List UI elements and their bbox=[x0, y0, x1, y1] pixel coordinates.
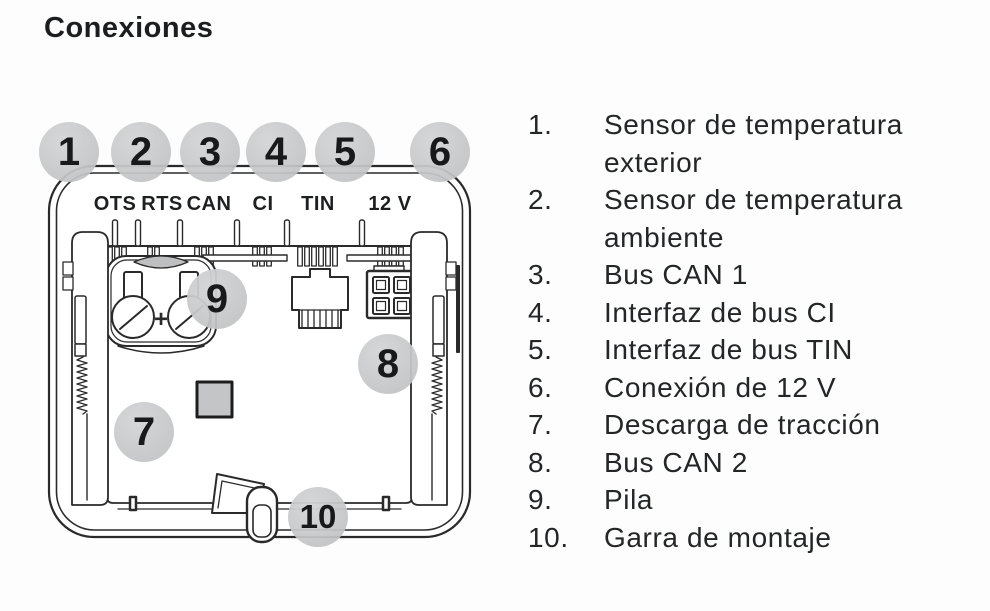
legend-number: 4. bbox=[528, 296, 553, 328]
legend-number: 7. bbox=[528, 409, 553, 440]
tin-port bbox=[292, 269, 348, 328]
legend-label: Sensor de temperatura exterior bbox=[604, 109, 903, 178]
legend-item-6 bbox=[528, 369, 958, 407]
battery-plus-sign: + bbox=[153, 306, 169, 333]
callout-4: 4 bbox=[246, 122, 306, 182]
legend bbox=[528, 106, 958, 556]
callout-9: 9 bbox=[187, 269, 247, 329]
legend-label: Pila bbox=[604, 484, 654, 515]
callout-5: 5 bbox=[315, 122, 375, 182]
terminal-label-rts: RTS bbox=[141, 193, 183, 215]
legend-label: Bus CAN 1 bbox=[604, 259, 748, 290]
legend-label: Interfaz de bus CI bbox=[604, 296, 836, 328]
page-title: Conexiones bbox=[44, 12, 214, 44]
legend-item-2 bbox=[528, 181, 958, 256]
can2-connector bbox=[367, 266, 413, 318]
legend-number: 5. bbox=[528, 334, 553, 365]
legend-label: Sensor de temperatura ambiente bbox=[604, 184, 903, 253]
legend-item-4 bbox=[528, 294, 958, 332]
component-square bbox=[197, 382, 232, 417]
legend-label: Interfaz de bus TIN bbox=[604, 334, 854, 365]
terminal-label-ci: CI bbox=[252, 193, 274, 215]
legend-number: 10. bbox=[528, 521, 569, 553]
legend-item-7 bbox=[528, 406, 958, 444]
callout-1: 1 bbox=[39, 122, 99, 182]
callout-7: 7 bbox=[114, 402, 174, 462]
legend-number: 6. bbox=[528, 371, 553, 403]
legend-item-10 bbox=[528, 519, 958, 557]
terminal-label-12v: 12 V bbox=[368, 193, 412, 215]
right-clip-edge bbox=[456, 265, 460, 353]
terminal-label-ots: OTS bbox=[93, 193, 137, 215]
legend-number: 9. bbox=[528, 484, 553, 515]
callout-2: 2 bbox=[111, 122, 171, 182]
legend-item-8 bbox=[528, 444, 958, 482]
legend-number: 1. bbox=[528, 109, 553, 140]
callout-8: 8 bbox=[358, 334, 418, 394]
terminal-label-can: CAN bbox=[186, 193, 232, 215]
legend-label: Garra de montaje bbox=[604, 521, 832, 553]
bottom-slot-left bbox=[130, 497, 136, 510]
bottom-slot-right bbox=[383, 497, 389, 510]
legend-item-9 bbox=[528, 481, 958, 519]
legend-item-1 bbox=[528, 106, 958, 181]
terminal-label-tin: TIN bbox=[301, 193, 335, 215]
legend-number: 3. bbox=[528, 259, 553, 290]
legend-label: Bus CAN 2 bbox=[604, 446, 748, 478]
legend-label: Conexión de 12 V bbox=[604, 371, 837, 403]
legend-label: Descarga de tracción bbox=[604, 409, 881, 440]
callout-3: 3 bbox=[180, 122, 240, 182]
legend-number: 2. bbox=[528, 184, 553, 215]
legend-number: 8. bbox=[528, 446, 553, 478]
callout-10: 10 bbox=[288, 487, 348, 547]
callout-6: 6 bbox=[410, 122, 470, 182]
legend-item-3 bbox=[528, 256, 958, 294]
legend-item-5 bbox=[528, 331, 958, 369]
